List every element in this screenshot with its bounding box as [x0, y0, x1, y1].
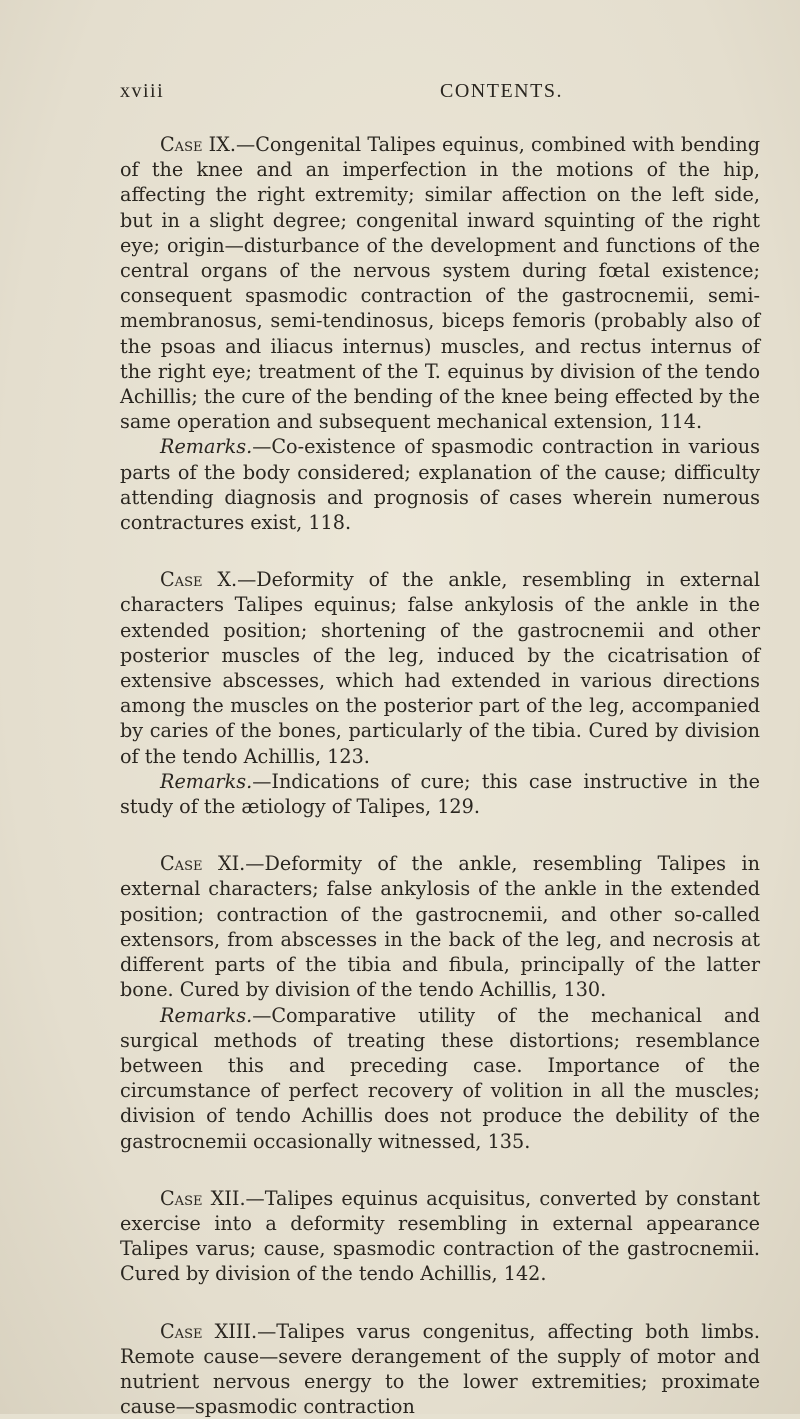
page-number: xviii [120, 80, 165, 102]
case-text: Deformity of the ankle, resembling Talipes in external characters; false ankylosis of the ankle in the extended position; contraction of the gastrocnemii, and other so-called extensors, from abscesses in the back of the leg, and necrosis at different parts of the tibia and fibula, principally of the latter bone. Cured by division of the tendo Achillis, 130. [120, 852, 760, 1002]
case-text: Talipes varus congenitus, affecting both limbs. Remote cause—severe derangement of the supply of motor and nutrient nervous energy to the lower extremities; proximate cause—spasmodic contraction [120, 1319, 760, 1419]
case-remarks [120, 434, 760, 535]
remarks-label: Remarks. [160, 769, 253, 793]
remarks-label: Remarks. [160, 435, 253, 459]
case-numeral: XII.— [202, 1186, 265, 1210]
running-head [40, 80, 760, 110]
case-numeral: XI.— [202, 852, 265, 876]
case-text: Deformity of the ankle, resembling in external characters Talipes equinus; false ankylosis of the ankle in the extended position; shortening of the gastrocnemii and other posterior muscles of the leg, induced by the cicatrisation of extensive abscesses, which had extended in various directions among the muscles on the posterior part of the leg, accompanied by caries of the bones, particularly of the tibia. Cured by division of the tendo Achillis, 123. [120, 568, 761, 768]
case-remarks [120, 769, 760, 819]
case-label: Case [160, 1319, 203, 1343]
case-entry-xiii [40, 1319, 760, 1419]
case-entry-ix [40, 132, 760, 535]
case-entry-x [40, 567, 760, 819]
case-entry-xii [40, 1186, 760, 1287]
case-label: Case [160, 568, 203, 592]
case-text: Congenital Talipes equinus, combined with bending of the knee and an imperfection in the motions of the hip, affecting the right extremity; similar affection on the left side, but in a slight degree; congenital inward squinting of the right eye; origin—disturbance of the development and functions of the central organs of the nervous system during fœtal existence; consequent spasmodic contraction of the gastrocnemii, semi-membranosus, semi-tendinosus, biceps femoris (probably also of the psoas and iliacus internus) muscles, and rectus internus of the right eye; treatment of the T. equinus by division of the tendo Achillis; the cure of the bending of the knee being effected by the same operation and subsequent mechanical extension, 114. [120, 133, 760, 434]
case-entry-xi [40, 851, 760, 1153]
case-numeral: IX.— [202, 133, 256, 156]
remarks-text: —Comparative utility of the mechanical and surgical methods of treating these distortions; resemblance between this and preceding case. Importance of the circumstance of perfect recovery of volition in all the muscles; division of tendo Achillis does not produce the debility of the gastrocnemii occasionally witnessed, 135. [120, 1003, 760, 1153]
case-label: Case [160, 852, 203, 876]
case-label: Case [160, 133, 203, 156]
remarks-text: —Co-existence of spasmodic contraction in various parts of the body considered; explanation of the cause; difficulty attending diagnosis and prognosis of cases wherein numerous contractures exist, 118. [120, 435, 760, 535]
case-label: Case [160, 1186, 203, 1210]
case-numeral: X.— [202, 568, 257, 592]
running-head-title: CONTENTS. [440, 80, 563, 102]
case-text: Talipes equinus acquisitus, converted by constant exercise into a deformity resembling in external appearance Talipes varus; cause, spasmodic contraction of the gastrocnemii. Cured by division of the tendo Achillis, 142. [120, 1186, 760, 1286]
case-numeral: XIII.— [202, 1319, 277, 1343]
case-remarks [120, 1003, 760, 1154]
remarks-text: —Indications of cure; this case instructive in the study of the ætiology of Talipes, 129. [120, 769, 760, 819]
remarks-label: Remarks. [160, 1003, 253, 1027]
